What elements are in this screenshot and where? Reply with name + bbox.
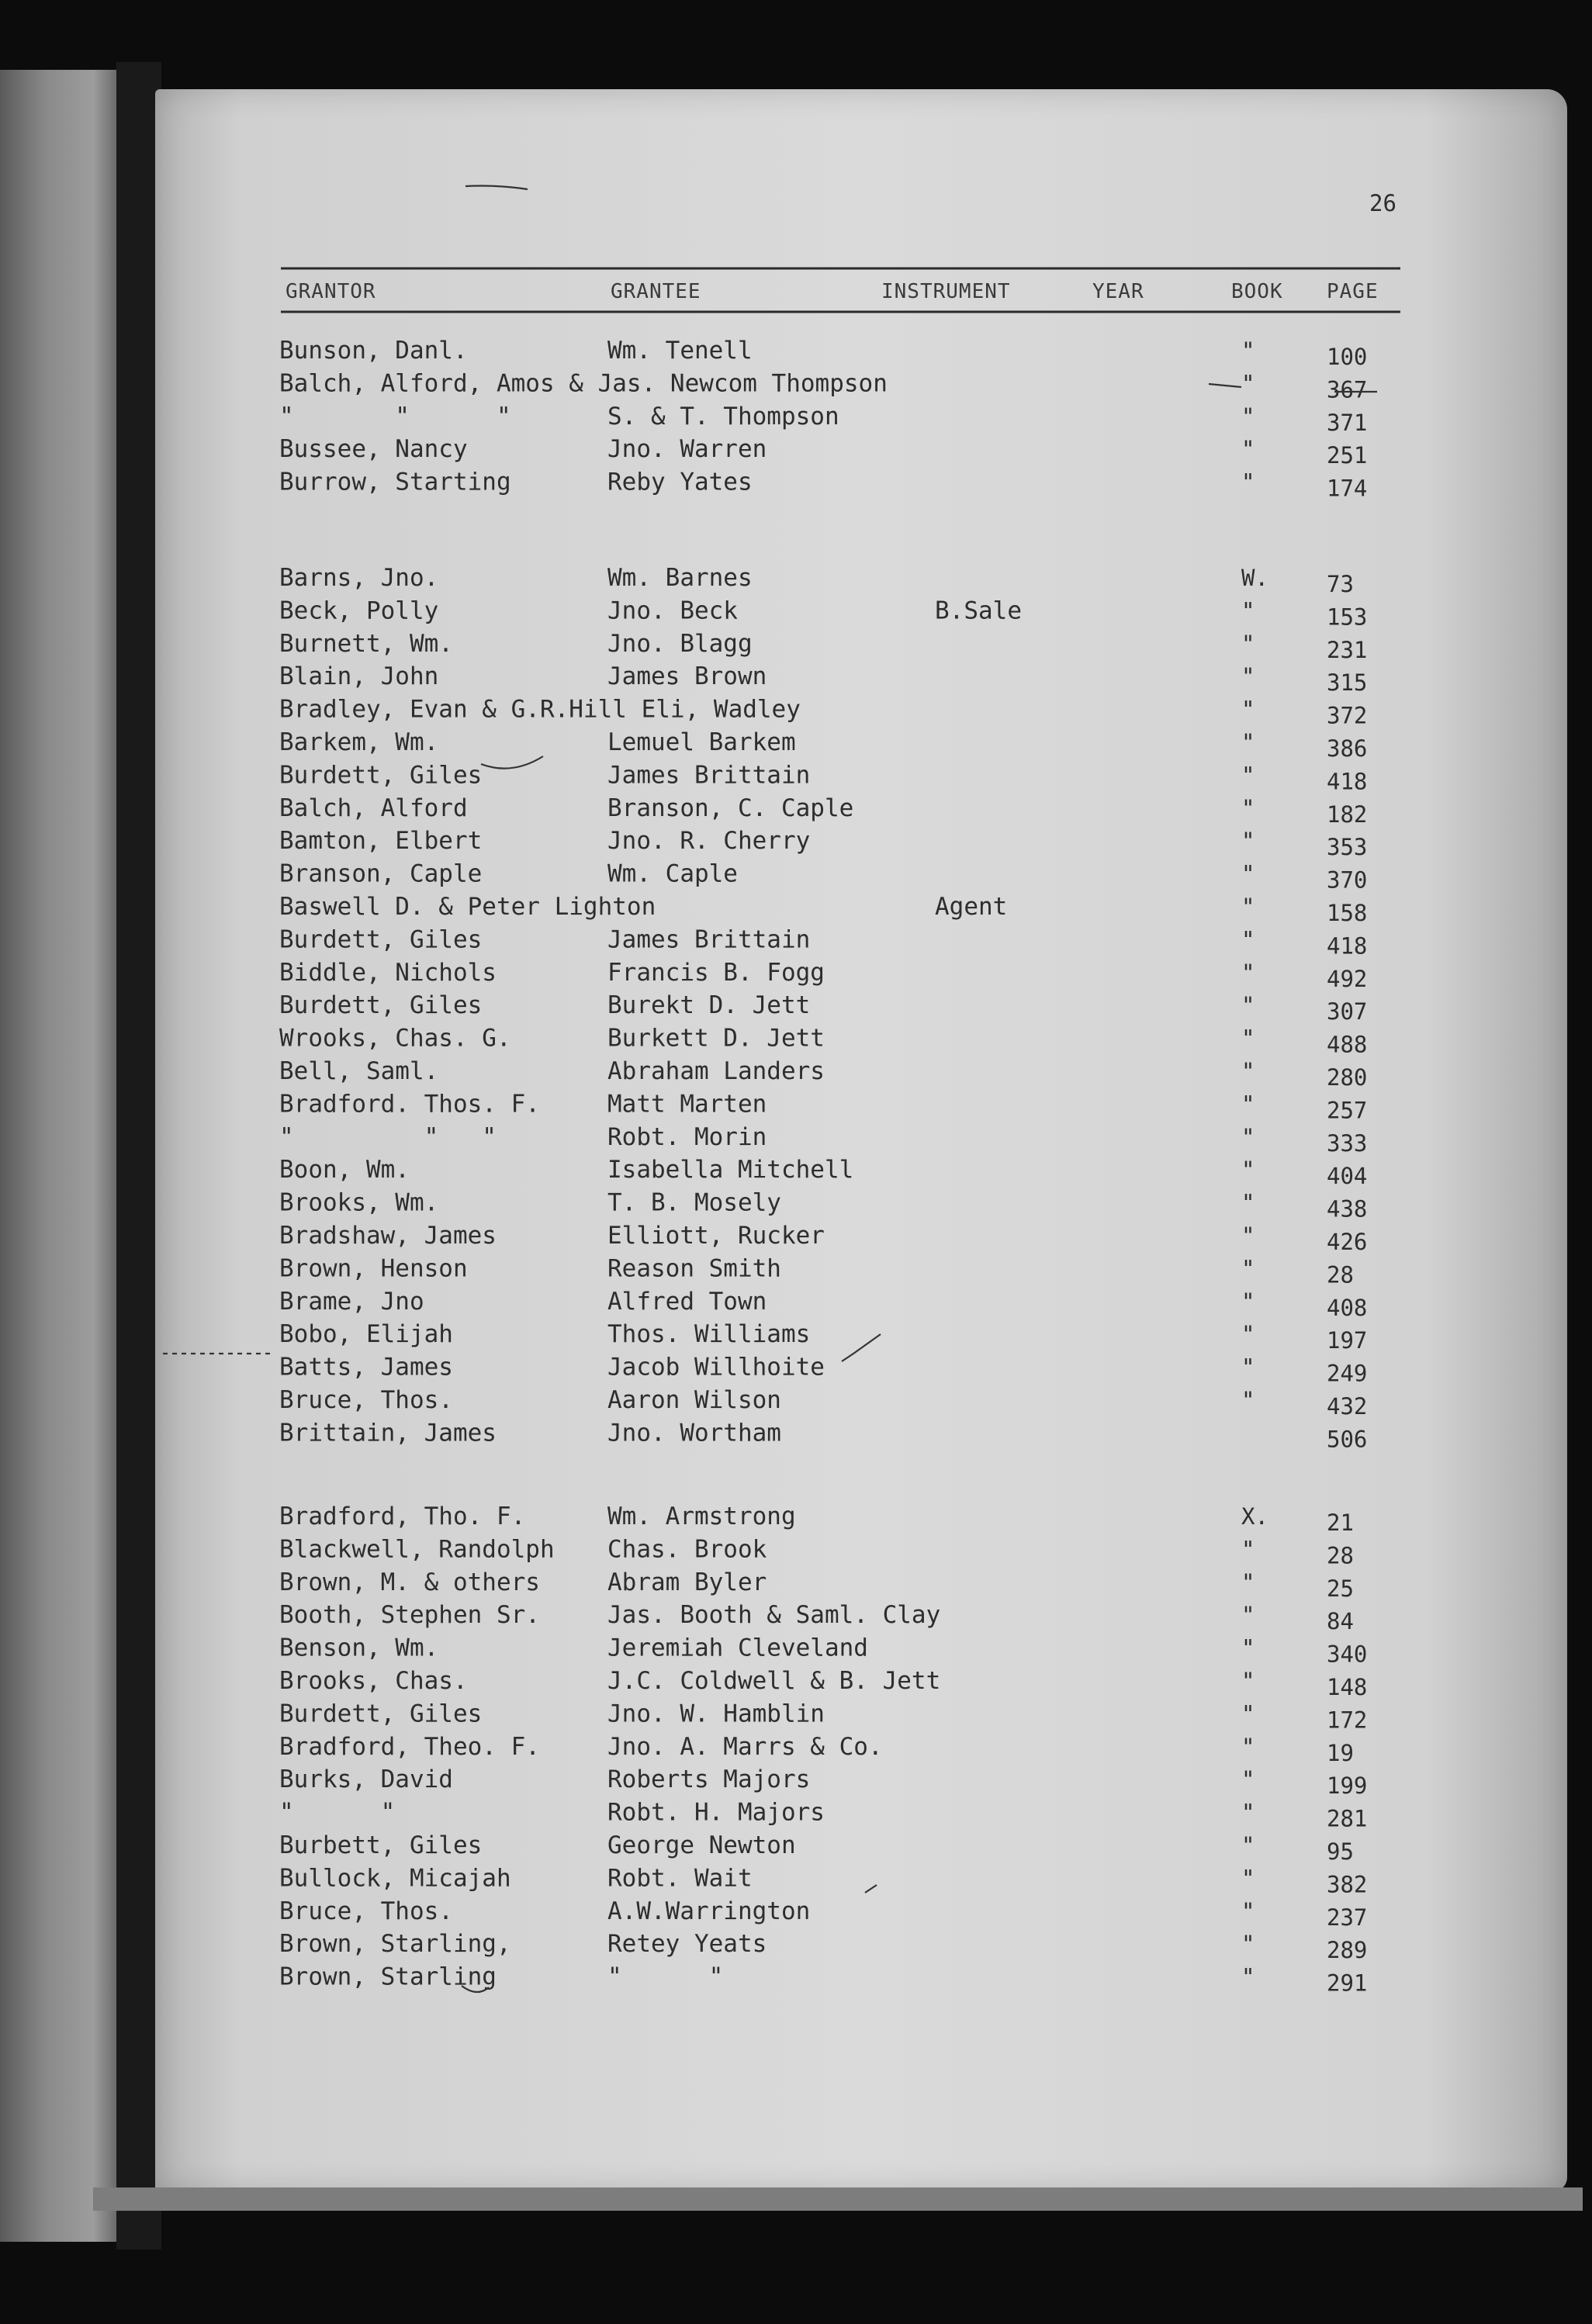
pencil-scribble-mark (465, 186, 528, 190)
grantee-cell: James Brown (607, 662, 767, 691)
book-cell: " (1241, 959, 1255, 986)
ledger-row (279, 1765, 1367, 1799)
grantee-cell: Chas. Brook (607, 1535, 767, 1564)
grantee-cell: Lemuel Barkem (607, 728, 796, 756)
grantor-cell: Benson, Wm. (279, 1634, 439, 1662)
book-cell: " (1241, 828, 1255, 855)
grantee-cell: Reby Yates (607, 468, 753, 496)
page-cell: 197 (1327, 1327, 1368, 1354)
grantor-cell: " " " (279, 1122, 497, 1151)
ledger-row (279, 403, 1367, 436)
grantee-cell: Branson, C. Caple (607, 794, 854, 822)
ledger-row (279, 1090, 1367, 1123)
grantor-cell: Bussee, Nancy (279, 435, 468, 464)
book-cell: " (1241, 894, 1255, 920)
book-cell: " (1241, 1602, 1255, 1629)
book-cell: " (1241, 1536, 1255, 1563)
pencil-check-mark (481, 756, 543, 769)
book-cell: " (1241, 926, 1255, 953)
book-cell: " (1241, 794, 1255, 821)
grantor-cell: Bradford, Theo. F. (279, 1732, 540, 1761)
page-cell: 257 (1327, 1097, 1368, 1124)
header-grantor: GRANTOR (286, 280, 376, 303)
book-cell: " (1241, 762, 1255, 789)
page-cell: 404 (1327, 1163, 1368, 1190)
ledger-row (279, 1156, 1367, 1189)
grantor-cell: Biddle, Nichols (279, 958, 497, 987)
ledger-row (279, 1864, 1367, 1897)
ledger-row (279, 435, 1367, 469)
grantee-cell: Elliott, Rucker (607, 1222, 825, 1250)
book-cell: " (1241, 1799, 1255, 1826)
book-cell: " (1241, 1058, 1255, 1084)
book-cell: " (1241, 436, 1255, 463)
grantor-cell: Burdett, Giles (279, 991, 483, 1020)
grantor-cell: Brown, M. & others (279, 1568, 540, 1596)
page-cell: 199 (1327, 1772, 1368, 1800)
page-number: 26 (1369, 190, 1396, 216)
grantor-cell: Bell, Saml. (279, 1057, 439, 1085)
page-cell: 492 (1327, 965, 1368, 992)
grantor-cell: Bradford. Thos. F. (279, 1090, 540, 1119)
page-cell: 21 (1327, 1510, 1354, 1536)
grantee-cell: T. B. Mosely (607, 1188, 781, 1217)
grantor-cell: Balch, Alford, Amos & Jas. Newcom Thompson (279, 369, 888, 398)
book-cell: X. (1241, 1503, 1268, 1530)
grantee-cell: J.C. Coldwell & B. Jett (607, 1667, 941, 1695)
page-cell: 382 (1327, 1871, 1368, 1898)
book-cell: " (1241, 1091, 1255, 1118)
ledger-row (279, 827, 1367, 860)
grantee-cell: Jas. Booth & Saml. Clay (607, 1601, 941, 1630)
grantor-cell: Brown, Henson (279, 1254, 468, 1283)
book-cell: " (1241, 1255, 1255, 1282)
ledger-row (279, 1320, 1367, 1354)
ledger-row (279, 1288, 1367, 1321)
book-cell: " (1241, 1568, 1255, 1596)
grantor-cell: Bobo, Elijah (279, 1320, 453, 1349)
book-cell: " (1241, 696, 1255, 723)
page-cell: 174 (1327, 475, 1368, 502)
grantor-cell: Burrow, Starting (279, 468, 511, 496)
ledger-row (279, 1733, 1354, 1766)
ledger-row (279, 1963, 1367, 1997)
grantor-cell: " " " (279, 402, 511, 431)
ledger-row (279, 1930, 1367, 1963)
ledger-row (279, 630, 1367, 663)
grantor-cell: Bradshaw, James (279, 1222, 497, 1250)
ledger-row (279, 696, 1367, 729)
grantor-cell: Brooks, Chas. (279, 1667, 468, 1695)
ledger-row (279, 597, 1367, 630)
ledger-row (279, 1601, 1354, 1634)
grantor-cell: Barkem, Wm. (279, 728, 439, 756)
grantee-cell: Thos. Williams (607, 1320, 811, 1349)
page-cell: 506 (1327, 1426, 1368, 1453)
ledger-row (279, 1189, 1367, 1223)
page-cell: 249 (1327, 1360, 1368, 1387)
ledger-row (279, 1222, 1367, 1255)
book-cell: " (1241, 992, 1255, 1019)
page-cell: 237 (1327, 1904, 1368, 1931)
ledger-row (279, 794, 1367, 828)
grantee-cell: James Brittain (607, 761, 811, 790)
book-cell: " (1241, 1288, 1255, 1315)
grantee-cell: Roberts Majors (607, 1765, 811, 1794)
ledger-row (279, 991, 1367, 1025)
ledger-row (279, 469, 1367, 502)
grantor-cell: Burdett, Giles (279, 1700, 483, 1728)
ledger-row (279, 959, 1367, 992)
page-cell: 418 (1327, 932, 1368, 960)
page-cell: 182 (1327, 801, 1368, 828)
grantor-cell: Burks, David (279, 1765, 453, 1794)
ledger-row (279, 1568, 1354, 1602)
page-cell: 19 (1327, 1739, 1354, 1766)
grantor-cell: Bradford, Tho. F. (279, 1503, 526, 1530)
grantor-cell: Bruce, Thos. (279, 1386, 453, 1414)
grantor-cell: Bruce, Thos. (279, 1897, 453, 1925)
book-cell: " (1241, 597, 1255, 624)
grantee-cell: Robt. H. Majors (607, 1798, 825, 1827)
ledger-row (279, 1831, 1354, 1865)
book-cell: " (1241, 663, 1255, 690)
grantor-cell: Beck, Polly (279, 597, 439, 625)
grantor-cell: Booth, Stephen Sr. (279, 1601, 540, 1630)
grantee-cell: Burkett D. Jett (607, 1024, 825, 1053)
grantor-cell: Blackwell, Randolph (279, 1535, 555, 1564)
grantee-cell: Robt. Morin (607, 1122, 767, 1151)
grantor-cell: Bunson, Danl. (279, 337, 468, 365)
ledger-row (279, 1354, 1367, 1387)
header-book: BOOK (1231, 280, 1283, 303)
page-cell: 231 (1327, 636, 1368, 663)
grantee-cell: Jno. R. Cherry (607, 827, 811, 856)
grantee-cell: Wm. Tenell (607, 337, 753, 365)
page-cell: 84 (1327, 1608, 1354, 1635)
ledger-row (279, 1419, 1367, 1452)
pencil-check-mark (865, 1885, 877, 1893)
grantee-cell: S. & T. Thompson (607, 402, 839, 431)
page-cell: 158 (1327, 900, 1368, 926)
page-cell: 28 (1327, 1261, 1354, 1288)
grantor-cell: Brown, Starling, (279, 1930, 511, 1959)
book-cell: W. (1241, 565, 1268, 591)
grantee-cell: Jno. Beck (607, 597, 738, 625)
page-cell: 28 (1327, 1542, 1354, 1569)
page-cell: 340 (1327, 1641, 1368, 1668)
grantee-cell: Robt. Wait (607, 1864, 753, 1893)
book-cell: " (1241, 1865, 1255, 1892)
grantee-cell: Alfred Town (607, 1287, 767, 1316)
grantor-cell: Brown, Starling (279, 1963, 497, 1991)
instrument-cell: Agent (935, 893, 1008, 921)
book-cell: " (1241, 860, 1255, 887)
book-cell: " (1241, 1963, 1255, 1990)
grantor-cell: Branson, Caple (279, 859, 483, 888)
book-cell: " (1241, 1634, 1255, 1662)
ledger-row (279, 1897, 1367, 1931)
book-cell: " (1241, 729, 1255, 756)
book-cell: " (1241, 1189, 1255, 1216)
grantee-cell: Abraham Landers (607, 1057, 825, 1085)
ledger-row (279, 761, 1367, 794)
page-cell: 372 (1327, 702, 1368, 729)
ledger-rows (279, 337, 1367, 1997)
page-cell: 291 (1327, 1970, 1368, 1997)
page-cell: 307 (1327, 998, 1368, 1025)
grantor-cell: Baswell D. & Peter Lighton (279, 893, 656, 921)
grantor-cell: Bullock, Micajah (279, 1864, 511, 1893)
page-cell: 172 (1327, 1707, 1368, 1734)
book-cell: " (1241, 1931, 1255, 1958)
book-cell: " (1241, 1321, 1255, 1348)
header-year: YEAR (1092, 280, 1144, 303)
grantee-cell: Abram Byler (607, 1568, 767, 1596)
page-cell: 315 (1327, 669, 1368, 697)
grantor-cell: Blain, John (279, 662, 439, 691)
grantee-cell: Jno. W. Hamblin (607, 1700, 825, 1728)
book-cell: " (1241, 1025, 1255, 1052)
grantee-cell: Retey Yeats (607, 1930, 767, 1959)
grantee-cell: Wm. Armstrong (607, 1503, 796, 1530)
page-cell: 371 (1327, 409, 1368, 436)
ledger-row (279, 1057, 1367, 1091)
grantee-cell: Wm. Caple (607, 859, 738, 888)
grantor-cell: Boon, Wm. (279, 1156, 410, 1184)
book-cell: " (1241, 1832, 1255, 1859)
header-instrument: INSTRUMENT (881, 280, 1011, 303)
ledger-row (279, 369, 1367, 403)
grantor-cell: " " (279, 1798, 396, 1827)
page-cell: 100 (1327, 344, 1368, 370)
page-cell: 386 (1327, 735, 1368, 762)
ledger-row (279, 925, 1367, 959)
grantor-cell: Brooks, Wm. (279, 1188, 439, 1217)
ledger-row (279, 1700, 1367, 1733)
page-cell: 153 (1327, 603, 1368, 631)
page-cell: 488 (1327, 1031, 1368, 1058)
grantee-cell: " " (607, 1963, 724, 1991)
page-cell: 25 (1327, 1575, 1354, 1602)
grantee-cell: A.W.Warrington (607, 1897, 811, 1925)
ledger-row (279, 1123, 1367, 1157)
book-cell: " (1241, 1157, 1255, 1184)
book-cell: " (1241, 1387, 1255, 1413)
ledger-row (279, 1386, 1367, 1420)
page-cell: 281 (1327, 1805, 1368, 1832)
grantee-cell: Wm. Barnes (607, 564, 753, 592)
page-cell: 432 (1327, 1393, 1368, 1420)
header-grantee: GRANTEE (611, 280, 701, 303)
book-cell: " (1241, 403, 1255, 430)
grantor-cell: Batts, James (279, 1353, 453, 1382)
ledger-row (279, 860, 1367, 894)
grantee-cell: Aaron Wilson (607, 1386, 781, 1414)
grantee-cell: Jno. Warren (607, 435, 767, 464)
page-cell: 438 (1327, 1195, 1368, 1223)
page-cell: 289 (1327, 1937, 1368, 1964)
book-cell: " (1241, 370, 1255, 397)
ledger-row (279, 1503, 1354, 1536)
page-cell: 370 (1327, 866, 1368, 894)
grantor-cell: Bradley, Evan & G.R.Hill Eli, Wadley (279, 695, 801, 724)
header-page: PAGE (1327, 280, 1379, 303)
grantor-cell: Brittain, James (279, 1419, 497, 1447)
book-cell: " (1241, 1733, 1255, 1760)
book-cell: " (1241, 337, 1255, 364)
grantee-cell: Francis B. Fogg (607, 958, 825, 987)
book-cell: " (1241, 1897, 1255, 1925)
grantee-cell: Jeremiah Cleveland (607, 1634, 868, 1662)
grantor-cell: Wrooks, Chas. G. (279, 1024, 511, 1053)
ledger-row (279, 1667, 1367, 1700)
grantee-cell: Jno. Blagg (607, 629, 753, 658)
ledger-row (279, 337, 1367, 370)
grantee-cell: James Brittain (607, 925, 811, 954)
grantee-cell: Reason Smith (607, 1254, 781, 1283)
grantee-cell: Jno. A. Marrs & Co. (607, 1732, 883, 1761)
pencil-strike-mark (1209, 384, 1241, 387)
grantor-cell: Bamton, Elbert (279, 827, 483, 856)
ledger-row (279, 1535, 1354, 1568)
page-cell: 426 (1327, 1229, 1368, 1255)
book-cell: " (1241, 1700, 1255, 1727)
grantor-cell: Balch, Alford (279, 794, 468, 822)
grantee-cell: George Newton (607, 1831, 796, 1859)
grantor-cell: Barns, Jno. (279, 564, 439, 592)
grantor-cell: Burdett, Giles (279, 761, 483, 790)
grantor-cell: Burnett, Wm. (279, 629, 453, 658)
book-cell: " (1241, 1766, 1255, 1793)
ledger-row (279, 662, 1367, 696)
ledger-row (279, 728, 1367, 762)
book-cell: " (1241, 1123, 1255, 1150)
page-cell: 73 (1327, 571, 1354, 597)
ledger-row (279, 1025, 1367, 1058)
grantee-cell: Burekt D. Jett (607, 991, 811, 1020)
page-cell: 418 (1327, 768, 1368, 795)
ledger-row (279, 1254, 1354, 1288)
page-cell: 353 (1327, 834, 1368, 861)
ledger-row (279, 1634, 1367, 1668)
grantee-cell: Matt Marten (607, 1090, 767, 1119)
page-cell: 95 (1327, 1838, 1354, 1865)
book-cell: " (1241, 469, 1255, 496)
grantee-cell: Isabella Mitchell (607, 1156, 854, 1184)
page-cell: 408 (1327, 1294, 1368, 1321)
page-cell: 367 (1327, 376, 1368, 403)
book-cell: " (1241, 1668, 1255, 1694)
page-cell: 280 (1327, 1064, 1368, 1091)
page-cell: 251 (1327, 442, 1368, 469)
book-cell: " (1241, 1223, 1255, 1249)
ledger-row (279, 1799, 1367, 1832)
grantee-cell: Jacob Willhoite (607, 1353, 825, 1382)
page-cell: 333 (1327, 1129, 1368, 1157)
grantor-cell: Burdett, Giles (279, 925, 483, 954)
ledger-row (279, 893, 1367, 926)
instrument-cell: B.Sale (935, 597, 1022, 625)
page-cell: 148 (1327, 1674, 1368, 1700)
grantor-cell: Burbett, Giles (279, 1831, 483, 1859)
grantee-cell: Jno. Wortham (607, 1419, 781, 1447)
ledger-row (279, 564, 1354, 597)
book-cell: " (1241, 630, 1255, 657)
grantor-cell: Brame, Jno (279, 1287, 424, 1316)
pencil-check-mark (842, 1334, 881, 1361)
book-cell: " (1241, 1354, 1255, 1381)
